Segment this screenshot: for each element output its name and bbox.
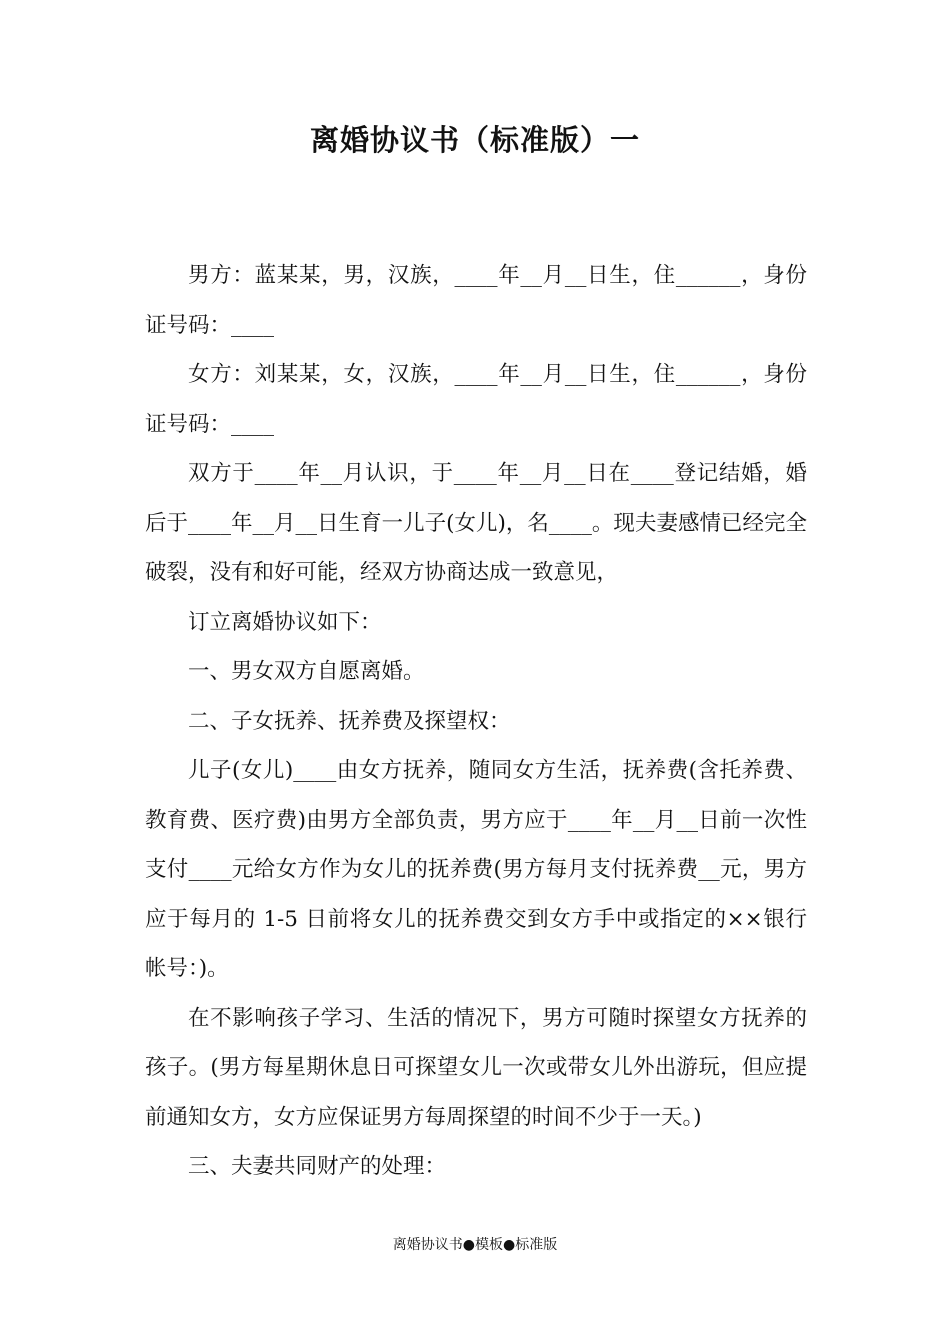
page-footer: 离婚协议书●模板●标准版 xyxy=(392,1237,558,1253)
clause-2-visitation: 在不影响孩子学习、生活的情况下，男方可随时探望女方抚养的孩子。(男方每星期休息日可探望女儿一次或带女儿外出游玩，但应提前通知女方，女方应保证男方每周探望的时间不少于一天。) xyxy=(145,1005,807,1130)
document-title: 离婚协议书（标准版）一 xyxy=(309,123,640,157)
paragraph-husband-info: 男方：蓝某某，男，汉族，____年__月__日生，住______，身份证号码：____ xyxy=(145,263,807,338)
paragraph-agreement-intro: 订立离婚协议如下： xyxy=(188,609,382,635)
clause-2-heading: 二、子女抚养、抚养费及探望权： xyxy=(188,708,511,734)
paragraph-marriage-background: 双方于____年__月认识，于____年__月__日在____登记结婚，婚后于____年__月__日生育一儿子(女儿)，名____。现夫妻感情已经完全破裂，没有和好可能，经双方协商达成一致意见， xyxy=(145,461,807,585)
clause-1-divorce: 一、男女双方自愿离婚。 xyxy=(188,659,425,684)
clause-3-heading: 三、夫妻共同财产的处理： xyxy=(188,1154,447,1179)
paragraph-wife-info: 女方：刘某某，女，汉族，____年__月__日生，住______，身份证号码：____ xyxy=(145,362,807,437)
clause-2-child-support: 儿子(女儿)____由女方抚养，随同女方生活，抚养费(含托养费、教育费、医疗费)由男方全部负责，男方应于____年__月__日前一次性支付____元给女方作为女儿的抚养费(男方每月支付抚养费__元，男方应于每月的 1-5 日前将女儿的抚养费交到女方手中或指定的××银行帐号：)。 xyxy=(145,758,807,981)
document-body xyxy=(145,251,807,1192)
